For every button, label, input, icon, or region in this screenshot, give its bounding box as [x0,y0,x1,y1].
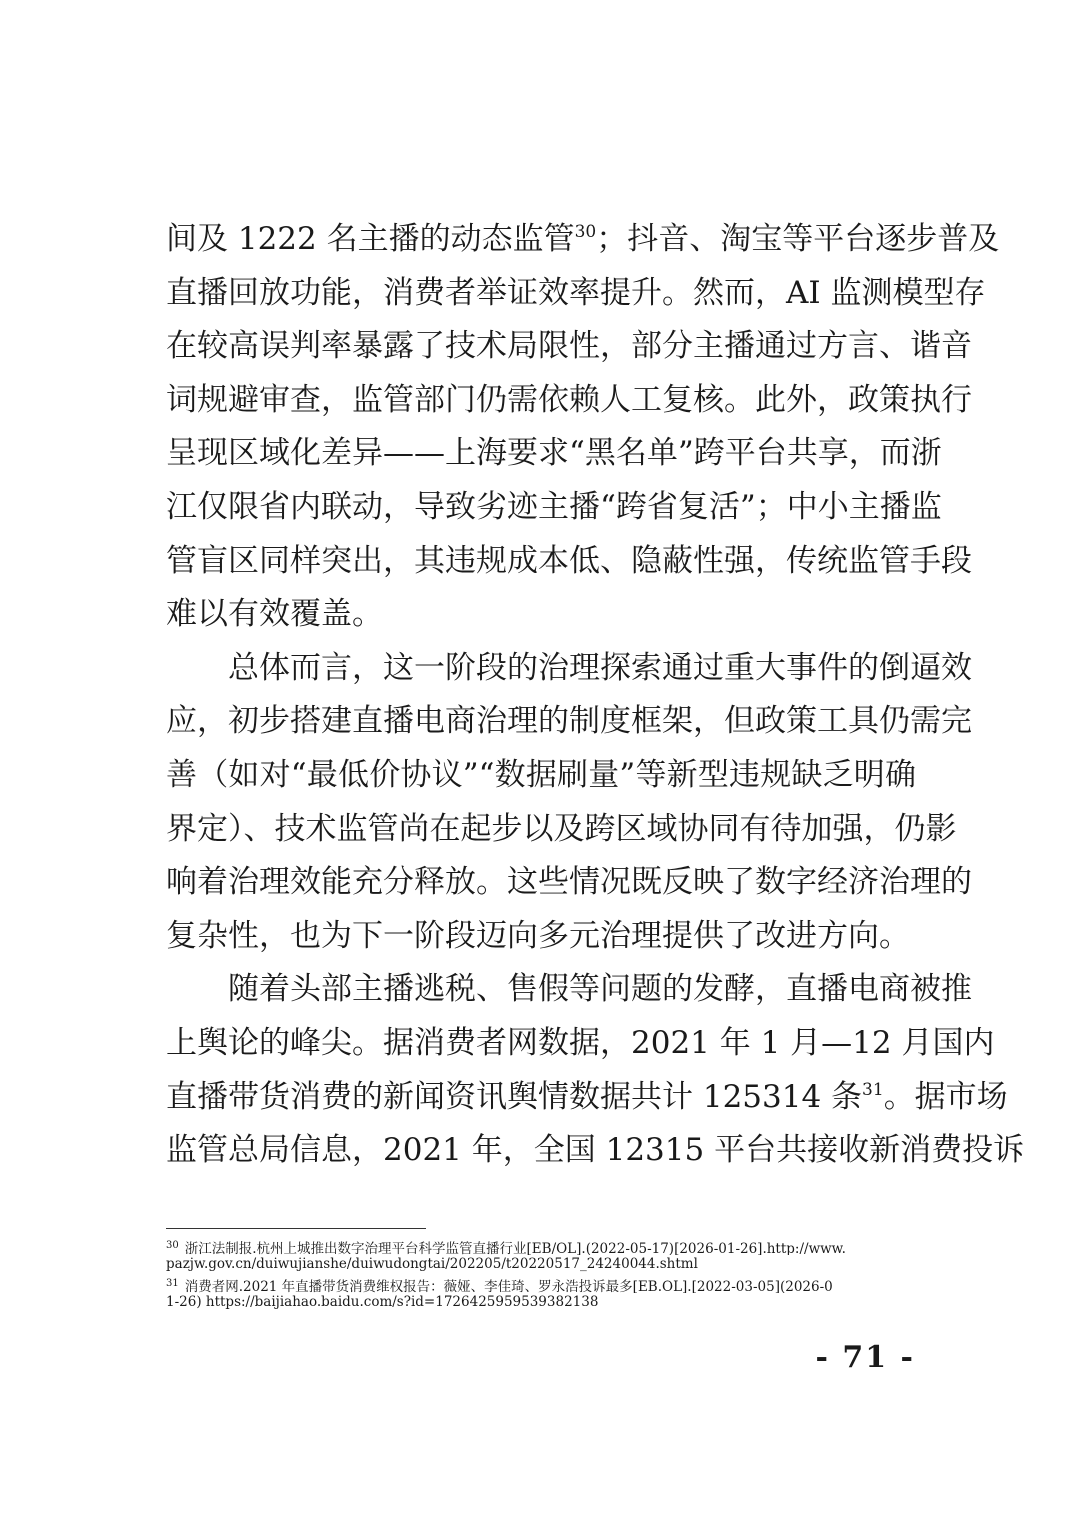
paragraph-2 [166,642,972,964]
footnote-separator [166,1228,426,1229]
footnote-ref-31[interactable]: 31 [862,1079,884,1100]
paragraph-1 [166,213,1000,642]
text-line: 总体而言，这一阶段的治理探索通过重大事件的倒逼效 [228,649,972,686]
text-line: 界定）、技术监管尚在起步以及跨区域协同有待加强，仍影 [166,810,957,847]
footnote-30 [166,1236,916,1274]
text-line: 复杂性，也为下一阶段迈向多元治理提供了改进方向。 [166,917,910,954]
text-line: 直播带货消费的新闻资讯舆情数据共计 125314 条$^{31}$。据市场 [166,1078,1008,1115]
text-line: 难以有效覆盖。 [166,596,383,633]
text-line: 上舆论的峰尖。据消费者网数据，2021 年 1 月—12 月国内 [166,1024,995,1061]
footnote-31 [166,1274,916,1312]
footnote-line: 1-26) https://baijiahao.baidu.com/s?id=1726425959539382138 [166,1294,599,1310]
footnote-line: $^{31}$ 消费者网.2021 年直播带货消费维权报告：薇娅、李佳琦、罗永浩投诉最多[EB.OL].[2022-03-05](2026-0 [166,1278,833,1293]
text-line: 响着治理效能充分释放。这些情况既反映了数字经济治理的 [166,864,972,901]
text-line: 间及 1222 名主播的动态监管$^{30}$；抖音、淘宝等平台逐步普及 [166,221,1000,257]
text-line: 在较高误判率暴露了技术局限性，部分主播通过方言、谐音 [166,328,972,365]
body-text [166,213,1025,1178]
text-line: 管盲区同样突出，其违规成本低、隐蔽性强，传统监管手段 [166,542,972,579]
footnote-number: 30 [166,1240,179,1251]
text-line: 词规避审查，监管部门仍需依赖人工复核。此外，政策执行 [166,381,972,418]
page-number: - 71 - [815,1340,915,1375]
paragraph-3 [166,963,1025,1177]
text-line: 江仅限省内联动，导致劣迹主播“跨省复活”；中小主播监 [166,488,942,525]
text-line: 善（如对“最低价协议”“数据刷量”等新型违规缺乏明确 [166,756,916,793]
text-line: 直播回放功能，消费者举证效率提升。然而，AI 监测模型存 [166,274,986,311]
footnote-line: $^{30}$ 浙江法制报.杭州上城推出数字治理平台科学监管直播行业[EB/OL].(2022-05-17)[2026-01-26].http://www. [166,1240,846,1255]
text-line: 随着头部主播逃税、售假等问题的发酵，直播电商被推 [228,971,972,1008]
text-line: 应，初步搭建直播电商治理的制度框架，但政策工具仍需完 [166,703,972,740]
text-line: 监管总局信息，2021 年，全国 12315 平台共接收新消费投诉 [166,1132,1025,1169]
footnote-number: 31 [166,1278,179,1289]
footnote-ref-30[interactable]: 30 [574,222,597,242]
text-line: 呈现区域化差异——上海要求“黑名单”跨平台共享，而浙 [166,435,942,472]
footnote-line: pazjw.gov.cn/duiwujianshe/duiwudongtai/202205/t20220517_24240044.shtml [166,1256,698,1272]
footnotes [166,1236,916,1312]
